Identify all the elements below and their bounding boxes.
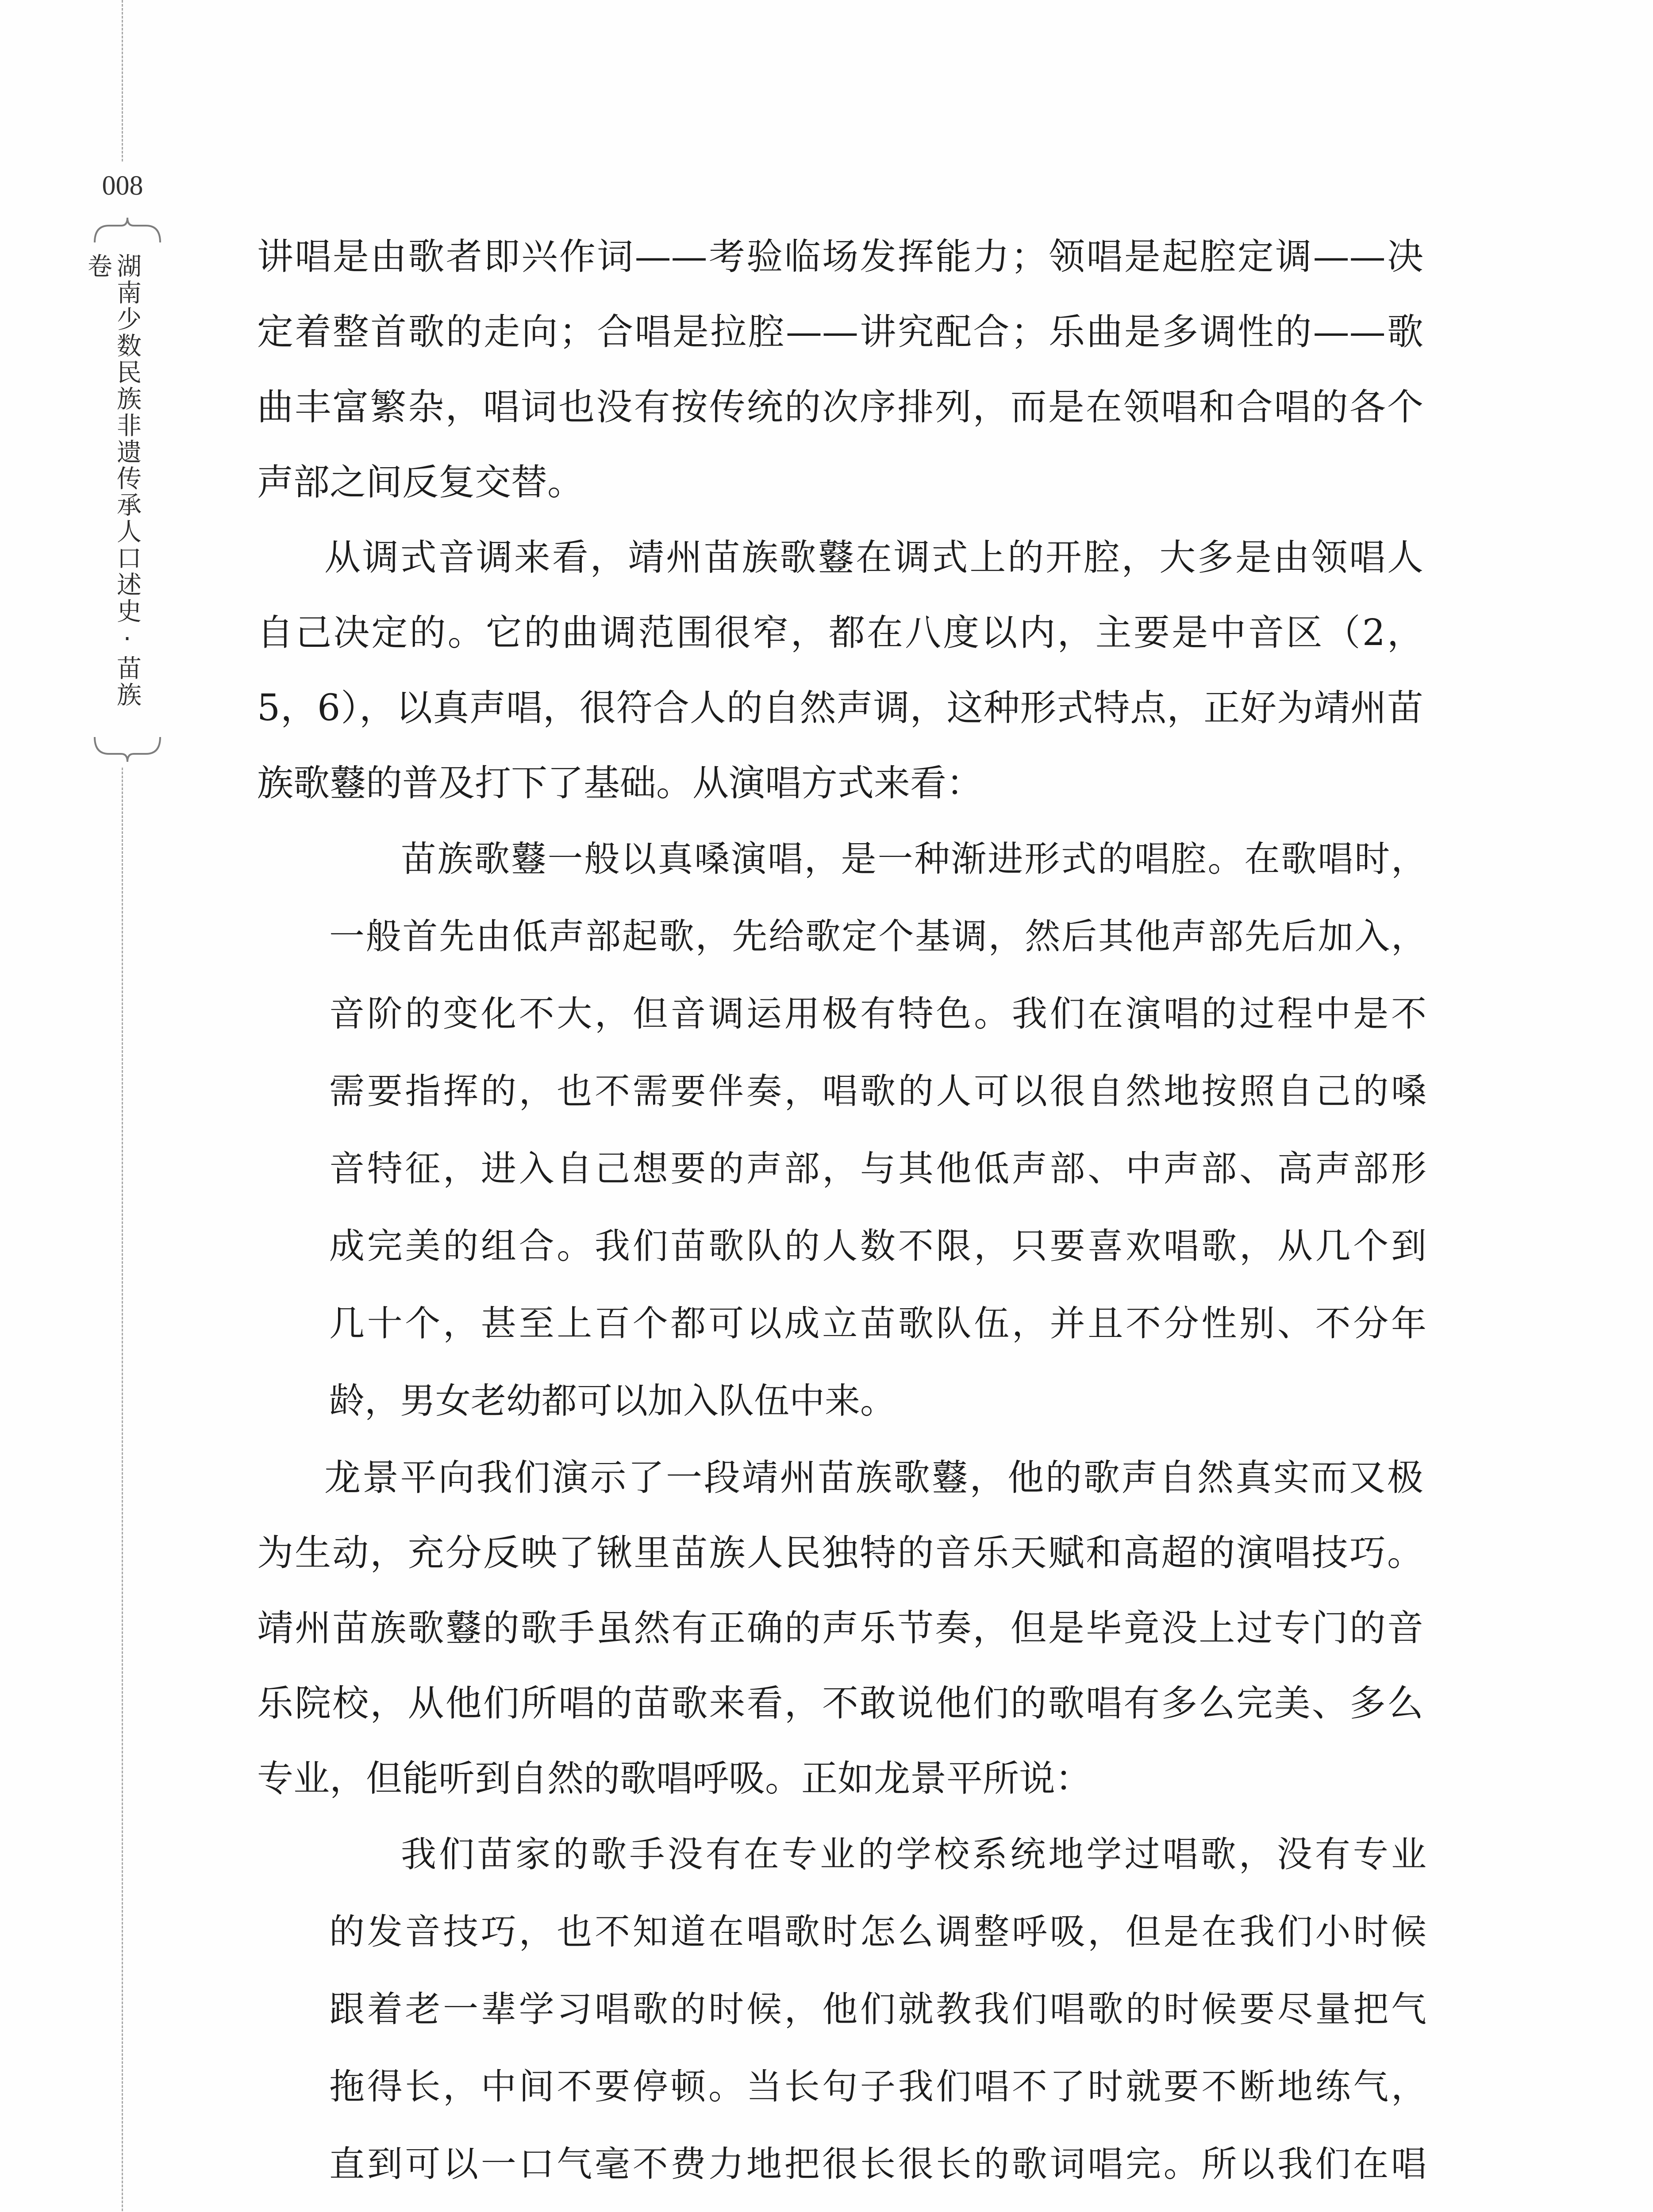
- text-line: 为生动，充分反映了锹里苗族人民独特的音乐天赋和高超的演唱技巧。: [257, 1532, 1423, 1574]
- text-line: 乐院校，从他们所唱的苗歌来看，不敢说他们的歌唱有多么完美、多么: [257, 1682, 1423, 1724]
- block-quote-1: [329, 821, 1426, 1440]
- text-line: 曲丰富繁杂，唱词也没有按传统的次序排列，而是在领唱和合唱的各个: [257, 386, 1423, 428]
- quote-line: 音阶的变化不大，但音调运用极有特色。我们在演唱的过程中是不: [329, 995, 1426, 1034]
- quote-line: 跟着老一辈学习唱歌的时候，他们就教我们唱歌的时候要尽量把气: [329, 1990, 1426, 2029]
- text-line: 从调式音调来看，靖州苗族歌鼟在调式上的开腔，大多是由领唱人: [324, 537, 1423, 579]
- quote-line: 苗族歌鼟一般以真嗓演唱，是一种渐进形式的唱腔。在歌唱时，: [401, 840, 1426, 879]
- dashed-rule-bottom: [122, 768, 123, 2212]
- quote-line: 的发音技巧，也不知道在唱歌时怎么调整呼吸，但是在我们小时候: [329, 1913, 1426, 1952]
- quote-line: 龄，男女老幼都可以加入队伍中来。: [329, 1382, 896, 1421]
- paragraph-2: [257, 520, 1423, 821]
- text-line: 自己决定的。它的曲调范围很窄，都在八度以内，主要是中音区（2，: [257, 612, 1423, 654]
- running-title: 湖南少数民族非遗传承人口述史·苗族卷: [84, 253, 142, 708]
- quote-line: 拖得长，中间不要停顿。当长句子我们唱不了时就要不断地练气，: [329, 2068, 1426, 2107]
- quote-line: 我们苗家的歌手没有在专业的学校系统地学过唱歌，没有专业: [401, 1836, 1426, 1874]
- text-line: 5，6），以真声唱，很符合人的自然声调，这种形式特点，正好为靖州苗: [257, 687, 1423, 729]
- quote-line: 成完美的组合。我们苗歌队的人数不限，只要喜欢唱歌，从几个到: [329, 1227, 1426, 1266]
- title-bracket-top: [92, 216, 163, 244]
- text-line: 讲唱是由歌者即兴作词——考验临场发挥能力；领唱是起腔定调——决: [257, 236, 1423, 278]
- text-line: 龙景平向我们演示了一段靖州苗族歌鼟，他的歌声自然真实而又极: [324, 1457, 1423, 1499]
- text-line: 靖州苗族歌鼟的歌手虽然有正确的声乐节奏，但是毕竟没上过专门的音: [257, 1607, 1423, 1649]
- paragraph-1: [257, 219, 1423, 520]
- text-line: 声部之间反复交替。: [257, 461, 584, 503]
- title-bracket-bottom: [92, 735, 163, 764]
- quote-line: 直到可以一口气毫不费力地把很长很长的歌词唱完。所以我们在唱: [329, 2145, 1426, 2184]
- body-text: [257, 219, 1426, 2212]
- paragraph-3: [257, 1440, 1423, 1816]
- dashed-rule-top: [122, 0, 123, 161]
- quote-line: 一般首先由低声部起歌，先给歌定个基调，然后其他声部先后加入，: [329, 918, 1426, 956]
- page-number: 008: [102, 171, 143, 201]
- quote-line: 几十个，甚至上百个都可以成立苗歌队伍，并且不分性别、不分年: [329, 1305, 1426, 1344]
- quote-line: 音特征，进入自己想要的声部，与其他低声部、中声部、高声部形: [329, 1150, 1426, 1189]
- text-line: 族歌鼟的普及打下了基础。从演唱方式来看：: [257, 762, 983, 804]
- text-line: 专业，但能听到自然的歌唱呼吸。正如龙景平所说：: [257, 1758, 1092, 1800]
- block-quote-2: [329, 1816, 1426, 2212]
- text-line: 定着整首歌的走向；合唱是拉腔——讲究配合；乐曲是多调性的——歌: [257, 311, 1423, 353]
- quote-line: [329, 2204, 1426, 2212]
- quote-line: 需要指挥的，也不需要伴奏，唱歌的人可以很自然地按照自己的嗓: [329, 1072, 1426, 1111]
